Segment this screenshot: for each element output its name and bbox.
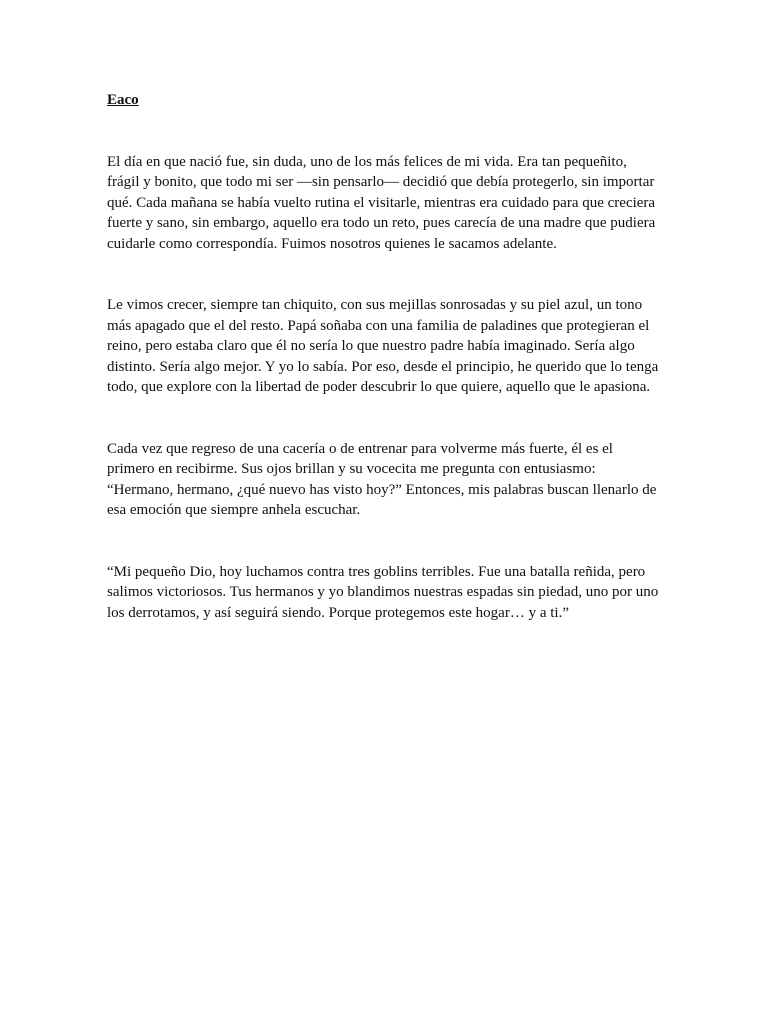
paragraph-1: El día en que nació fue, sin duda, uno de los más felices de mi vida. Era tan pequeñito, frágil y bonito, que todo mi ser —sin pensarlo— decidió que debía protegerlo, sin importar qué. Cada mañana se había vuelto rutina el visitarle, mientras era cuidado para que creciera fuerte y sano, sin embargo, aquello era todo un reto, pues carecía de una madre que pudiera cuidarle como correspondía. Fuimos nosotros quienes le sacamos adelante. bbox=[107, 153, 656, 252]
paragraph-2: Le vimos crecer, siempre tan chiquito, con sus mejillas sonrosadas y su piel azul, un tono más apagado que el del resto. Papá soñaba con una familia de paladines que protegieran el reino, pero estaba claro que él no sería lo que nuestro padre había imaginado. Sería algo distinto. Sería algo mejor. Y yo lo sabía. Por eso, desde el principio, he querido que lo tenga todo, que explore con la libertad de poder descubrir lo que quiere, aquello que le apasiona. bbox=[107, 297, 659, 395]
paragraph-4: “Mi pequeño Dio, hoy luchamos contra tres goblins terribles. Fue una batalla reñida, pero salimos victoriosos. Tus hermanos y yo blandimos nuestras espadas sin piedad, uno por uno los derrotamos, y así seguirá siendo. Porque protegemos este hogar… y a ti.” bbox=[107, 563, 659, 621]
document-body bbox=[107, 90, 663, 664]
document-title: Eaco bbox=[107, 92, 139, 108]
paragraph-3: Cada vez que regreso de una cacería o de entrenar para volverme más fuerte, él es el primero en recibirme. Sus ojos brillan y su vocecita me pregunta con entusiasmo: “Hermano, hermano, ¿qué nuevo has visto hoy?” Entonces, mis palabras buscan llenarlo de esa emoción que siempre anhela escuchar. bbox=[107, 440, 657, 518]
